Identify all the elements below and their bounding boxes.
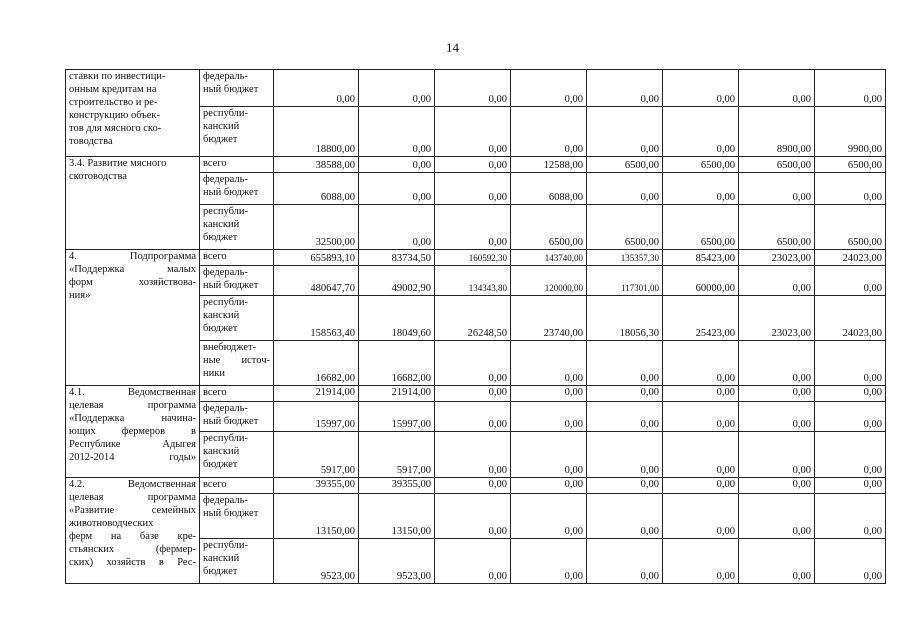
value-cell: 0,00 <box>511 478 587 494</box>
funding-source-cell: республи- канский бюджет <box>200 205 274 250</box>
value-cell: 16682,00 <box>359 341 435 386</box>
value-cell: 158563,40 <box>274 296 359 341</box>
value-cell: 24023,00 <box>815 250 886 266</box>
value-cell: 18056,30 <box>587 296 663 341</box>
value-cell: 0,00 <box>435 107 511 157</box>
value-cell: 0,00 <box>739 386 815 402</box>
value-cell: 39355,00 <box>274 478 359 494</box>
value-cell: 21914,00 <box>274 386 359 402</box>
value-cell: 21914,00 <box>359 386 435 402</box>
value-cell: 480647,70 <box>274 266 359 296</box>
value-cell: 0,00 <box>587 432 663 478</box>
table-body <box>66 70 886 584</box>
value-cell: 0,00 <box>815 478 886 494</box>
value-cell: 0,00 <box>663 341 739 386</box>
funding-source-cell: всего <box>200 250 274 266</box>
value-cell: 6088,00 <box>511 173 587 205</box>
value-cell: 26248,50 <box>435 296 511 341</box>
value-cell: 655893,10 <box>274 250 359 266</box>
value-cell: 9523,00 <box>274 539 359 584</box>
value-cell: 0,00 <box>435 205 511 250</box>
value-cell: 0,00 <box>815 494 886 539</box>
value-cell: 0,00 <box>511 402 587 432</box>
value-cell: 0,00 <box>587 402 663 432</box>
value-cell: 0,00 <box>435 478 511 494</box>
value-cell: 0,00 <box>739 70 815 107</box>
value-cell: 15997,00 <box>274 402 359 432</box>
value-cell: 12588,00 <box>511 157 587 173</box>
value-cell: 0,00 <box>435 432 511 478</box>
value-cell: 0,00 <box>663 432 739 478</box>
table-row <box>66 250 886 266</box>
funding-source-cell: республи- канский бюджет <box>200 539 274 584</box>
value-cell: 13150,00 <box>274 494 359 539</box>
funding-source-cell: федераль- ный бюджет <box>200 494 274 539</box>
value-cell: 0,00 <box>435 157 511 173</box>
value-cell: 0,00 <box>663 494 739 539</box>
value-cell: 0,00 <box>587 107 663 157</box>
value-cell: 6500,00 <box>511 205 587 250</box>
value-cell: 0,00 <box>663 386 739 402</box>
value-cell: 18800,00 <box>274 107 359 157</box>
value-cell: 6500,00 <box>739 157 815 173</box>
value-cell: 6088,00 <box>274 173 359 205</box>
table-row <box>66 157 886 173</box>
value-cell: 5917,00 <box>359 432 435 478</box>
value-cell: 23740,00 <box>511 296 587 341</box>
value-cell: 0,00 <box>587 494 663 539</box>
value-cell: 0,00 <box>815 432 886 478</box>
funding-source-cell: федераль- ный бюджет <box>200 173 274 205</box>
value-cell: 23023,00 <box>739 296 815 341</box>
value-cell: 0,00 <box>435 494 511 539</box>
value-cell: 0,00 <box>739 432 815 478</box>
value-cell: 0,00 <box>587 478 663 494</box>
value-cell: 0,00 <box>359 205 435 250</box>
value-cell: 85423,00 <box>663 250 739 266</box>
value-cell: 0,00 <box>435 341 511 386</box>
value-cell: 0,00 <box>663 173 739 205</box>
value-cell: 0,00 <box>663 107 739 157</box>
value-cell: 0,00 <box>435 402 511 432</box>
value-cell: 0,00 <box>739 539 815 584</box>
value-cell: 0,00 <box>359 157 435 173</box>
value-cell: 0,00 <box>739 266 815 296</box>
value-cell: 0,00 <box>739 402 815 432</box>
funding-source-cell: внебюджет- ные источ- ники <box>200 341 274 386</box>
value-cell: 0,00 <box>511 341 587 386</box>
value-cell: 18049,60 <box>359 296 435 341</box>
value-cell: 6500,00 <box>815 205 886 250</box>
value-cell: 0,00 <box>511 107 587 157</box>
value-cell: 0,00 <box>815 539 886 584</box>
value-cell: 6500,00 <box>587 205 663 250</box>
value-cell: 0,00 <box>663 478 739 494</box>
value-cell: 0,00 <box>359 70 435 107</box>
value-cell: 6500,00 <box>663 157 739 173</box>
item-name-cell: ставки по инвестици- онным кредитам на строительство и ре- конструкцию объек- тов для мясного ско- товодства <box>66 70 200 157</box>
value-cell: 0,00 <box>511 432 587 478</box>
value-cell: 49002,90 <box>359 266 435 296</box>
table-row <box>66 70 886 107</box>
value-cell: 0,00 <box>274 70 359 107</box>
value-cell: 24023,00 <box>815 296 886 341</box>
value-cell: 0,00 <box>663 539 739 584</box>
value-cell: 60000,00 <box>663 266 739 296</box>
value-cell: 0,00 <box>511 494 587 539</box>
value-cell: 117301,00 <box>587 266 663 296</box>
funding-source-cell: федераль- ный бюджет <box>200 402 274 432</box>
item-name-cell: 3.4. Развитие мясного скотоводства <box>66 157 200 250</box>
value-cell: 0,00 <box>663 402 739 432</box>
value-cell: 6500,00 <box>587 157 663 173</box>
funding-source-cell: федераль- ный бюджет <box>200 70 274 107</box>
value-cell: 0,00 <box>739 494 815 539</box>
value-cell: 0,00 <box>435 386 511 402</box>
value-cell: 0,00 <box>511 539 587 584</box>
value-cell: 134343,80 <box>435 266 511 296</box>
funding-source-cell: всего <box>200 386 274 402</box>
item-name-cell: 4.2. Ведомственная целевая программа «Развитие семейных животноводческих ферм на базе кре- стьянских (фермер- ских) хозяйств в Рес- <box>66 478 200 584</box>
item-name-cell: 4.1. Ведомственная целевая программа «Поддержка начина- ющих фермеров в Республике Адыгея 2012-2014 годы» <box>66 386 200 478</box>
value-cell: 6500,00 <box>739 205 815 250</box>
value-cell: 0,00 <box>815 173 886 205</box>
value-cell: 0,00 <box>587 539 663 584</box>
value-cell: 160592,30 <box>435 250 511 266</box>
value-cell: 0,00 <box>739 478 815 494</box>
value-cell: 0,00 <box>815 402 886 432</box>
value-cell: 135357,30 <box>587 250 663 266</box>
funding-source-cell: республи- канский бюджет <box>200 432 274 478</box>
value-cell: 13150,00 <box>359 494 435 539</box>
value-cell: 0,00 <box>435 539 511 584</box>
value-cell: 0,00 <box>511 70 587 107</box>
value-cell: 15997,00 <box>359 402 435 432</box>
value-cell: 0,00 <box>815 266 886 296</box>
value-cell: 0,00 <box>359 107 435 157</box>
value-cell: 0,00 <box>587 70 663 107</box>
value-cell: 0,00 <box>511 386 587 402</box>
funding-source-cell: всего <box>200 157 274 173</box>
value-cell: 6500,00 <box>815 157 886 173</box>
value-cell: 0,00 <box>815 341 886 386</box>
value-cell: 0,00 <box>815 70 886 107</box>
value-cell: 0,00 <box>587 386 663 402</box>
funding-source-cell: всего <box>200 478 274 494</box>
funding-source-cell: республи- канский бюджет <box>200 107 274 157</box>
value-cell: 9900,00 <box>815 107 886 157</box>
value-cell: 0,00 <box>435 70 511 107</box>
budget-table <box>65 69 886 584</box>
value-cell: 39355,00 <box>359 478 435 494</box>
value-cell: 120000,00 <box>511 266 587 296</box>
table-row <box>66 386 886 402</box>
value-cell: 83734,50 <box>359 250 435 266</box>
value-cell: 0,00 <box>435 173 511 205</box>
value-cell: 0,00 <box>739 173 815 205</box>
funding-source-cell: федераль- ный бюджет <box>200 266 274 296</box>
value-cell: 32500,00 <box>274 205 359 250</box>
value-cell: 0,00 <box>587 341 663 386</box>
value-cell: 0,00 <box>739 341 815 386</box>
value-cell: 8900,00 <box>739 107 815 157</box>
value-cell: 5917,00 <box>274 432 359 478</box>
value-cell: 6500,00 <box>663 205 739 250</box>
page-number: 14 <box>446 40 459 55</box>
value-cell: 23023,00 <box>739 250 815 266</box>
value-cell: 38588,00 <box>274 157 359 173</box>
item-name-cell: 4. Подпрограмма «Поддержка малых форм хозяйствова- ния» <box>66 250 200 386</box>
table-row <box>66 478 886 494</box>
value-cell: 143740,00 <box>511 250 587 266</box>
funding-source-cell: республи- канский бюджет <box>200 296 274 341</box>
value-cell: 16682,00 <box>274 341 359 386</box>
value-cell: 0,00 <box>663 70 739 107</box>
value-cell: 0,00 <box>587 173 663 205</box>
value-cell: 9523,00 <box>359 539 435 584</box>
value-cell: 25423,00 <box>663 296 739 341</box>
value-cell: 0,00 <box>359 173 435 205</box>
value-cell: 0,00 <box>815 386 886 402</box>
